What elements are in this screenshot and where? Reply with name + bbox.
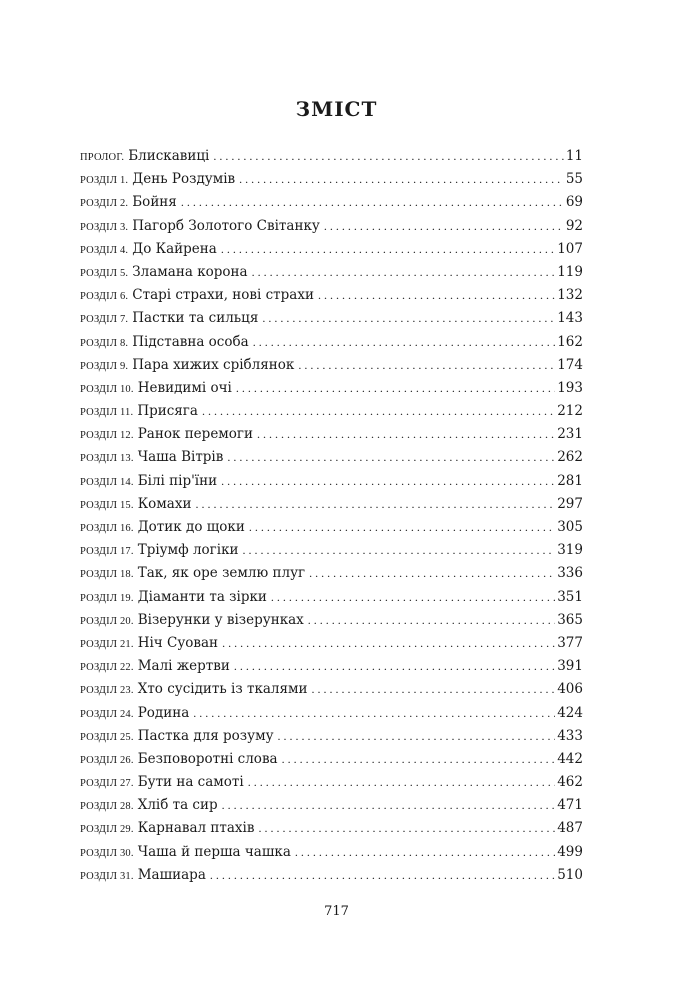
toc-entry: [80, 145, 583, 168]
toc-entry-prefix: ПРОЛОГ.: [80, 152, 125, 163]
toc-entry-title: Пагорб Золотого Світанку: [132, 217, 320, 234]
toc-entry-title: Хліб та сир: [137, 797, 218, 814]
toc-entry-page-number: 143: [557, 310, 583, 327]
toc-entry-prefix: РОЗДІЛ 29.: [80, 824, 134, 836]
toc-entry-title: Невидимі очі: [137, 379, 232, 396]
toc-entry: [80, 238, 583, 261]
toc-dot-leader: [252, 261, 556, 284]
toc-dot-leader: [253, 331, 556, 354]
toc-entry-prefix: РОЗДІЛ 11.: [80, 407, 134, 419]
toc-dot-leader: [195, 493, 555, 516]
toc-entry-title: Тріумф логіки: [137, 542, 239, 559]
toc-entry: [80, 609, 583, 632]
toc-entry-page-number: 132: [557, 287, 583, 304]
toc-entry: [80, 215, 583, 238]
toc-entry-prefix: РОЗДІЛ 3.: [80, 221, 129, 233]
toc-entry-prefix: РОЗДІЛ 6.: [80, 291, 129, 303]
toc-entry: [80, 586, 583, 609]
toc-entry-prefix: РОЗДІЛ 5.: [80, 267, 129, 279]
toc-entry-title: Пастки та сильця: [132, 310, 259, 327]
toc-dot-leader: [312, 678, 556, 701]
toc-entry-prefix: РОЗДІЛ 19.: [80, 592, 134, 604]
toc-entry-title: Чаша Вітрів: [137, 449, 224, 466]
toc-entry-page-number: 174: [557, 356, 583, 373]
toc-entry-page-number: 11: [565, 148, 583, 164]
toc-entry: [80, 261, 583, 284]
toc-entry-page-number: 193: [557, 379, 583, 396]
toc-entry-title: Малі жертви: [137, 658, 230, 675]
toc-entry: [80, 794, 583, 817]
toc-entry-page-number: 297: [557, 495, 583, 512]
toc-entry-title: Бойня: [132, 194, 177, 211]
toc-entry-page-number: 471: [557, 797, 583, 814]
toc-entry-page-number: 406: [557, 681, 583, 698]
toc-entry-page-number: 119: [557, 263, 583, 280]
toc-entry-prefix: РОЗДІЛ 1.: [80, 175, 129, 187]
toc-entry-title: Візерунки у візерунках: [137, 611, 304, 628]
toc-entry-title: Родина: [137, 704, 190, 721]
toc-entry-prefix: РОЗДІЛ 12.: [80, 430, 134, 442]
toc-entry-page-number: 487: [557, 820, 583, 837]
toc-dot-leader: [262, 307, 555, 330]
toc-entry-prefix: РОЗДІЛ 27.: [80, 778, 134, 790]
toc-entry-prefix: РОЗДІЛ 23.: [80, 685, 134, 697]
toc-dot-leader: [295, 841, 555, 864]
toc-entry-page-number: 262: [557, 449, 583, 466]
toc-entry-page-number: 377: [557, 634, 583, 651]
toc-entry: [80, 655, 583, 678]
toc-entry-title: Пара хижих сріблянок: [132, 356, 295, 373]
toc-entry-title: Блискавиці: [128, 148, 210, 164]
toc-dot-leader: [193, 702, 555, 725]
toc-entry: [80, 493, 583, 516]
toc-entry-page-number: 107: [557, 240, 583, 257]
toc-entry-title: До Кайрена: [132, 240, 217, 257]
toc-entry-page-number: 319: [557, 542, 583, 559]
toc-entry-page-number: 336: [557, 565, 583, 582]
toc-entry: [80, 354, 583, 377]
toc-dot-leader: [222, 632, 555, 655]
toc-entry: [80, 516, 583, 539]
toc-dot-leader: [202, 400, 555, 423]
toc-entry: [80, 331, 583, 354]
toc-entry-title: Карнавал птахів: [137, 820, 255, 837]
toc-dot-leader: [298, 354, 555, 377]
toc-entry-prefix: РОЗДІЛ 30.: [80, 847, 134, 859]
toc-entry: [80, 400, 583, 423]
toc-dot-leader: [248, 771, 556, 794]
toc-dot-leader: [213, 145, 563, 168]
toc-dot-leader: [221, 470, 555, 493]
toc-entry-prefix: РОЗДІЛ 21.: [80, 638, 134, 650]
toc-dot-leader: [227, 446, 555, 469]
toc-entry-page-number: 55: [565, 171, 583, 188]
toc-dot-leader: [181, 191, 564, 214]
toc-entry-title: Білі пір'їни: [137, 472, 218, 489]
toc-entry-prefix: РОЗДІЛ 4.: [80, 244, 129, 256]
toc-dot-leader: [308, 609, 555, 632]
toc-entry: [80, 168, 583, 191]
toc-entry-page-number: 351: [557, 588, 583, 605]
toc-entry-prefix: РОЗДІЛ 18.: [80, 569, 134, 581]
toc-entry-title: Ранок перемоги: [137, 426, 254, 443]
toc-entry-page-number: 231: [557, 426, 583, 443]
toc-entry-title: Присяга: [137, 403, 198, 420]
toc-entry: [80, 841, 583, 864]
toc-dot-leader: [271, 586, 555, 609]
toc-entry-title: Діаманти та зірки: [137, 588, 267, 605]
toc-entry: [80, 632, 583, 655]
toc-dot-leader: [222, 794, 556, 817]
table-of-contents: [80, 145, 583, 887]
toc-dot-leader: [243, 539, 556, 562]
toc-entry-title: Старі страхи, нові страхи: [132, 287, 314, 304]
toc-entry-prefix: РОЗДІЛ 26.: [80, 754, 134, 766]
toc-entry-title: День Роздумів: [132, 171, 236, 188]
toc-entry-title: Машиара: [137, 866, 206, 883]
page-title: ЗМІСТ: [295, 97, 378, 122]
toc-entry: [80, 446, 583, 469]
toc-entry-page-number: 442: [557, 750, 583, 767]
toc-entry-prefix: РОЗДІЛ 2.: [80, 198, 129, 210]
toc-entry-title: Чаша й перша чашка: [137, 843, 291, 860]
toc-dot-leader: [221, 238, 555, 261]
toc-entry-page-number: 510: [557, 866, 583, 883]
toc-entry-page-number: 305: [557, 519, 583, 535]
toc-dot-leader: [249, 516, 555, 539]
toc-entry: [80, 539, 583, 562]
toc-entry: [80, 817, 583, 840]
toc-entry-prefix: РОЗДІЛ 25.: [80, 731, 134, 743]
toc-entry-prefix: РОЗДІЛ 17.: [80, 546, 134, 558]
toc-dot-leader: [318, 284, 555, 307]
toc-entry-prefix: РОЗДІЛ 15.: [80, 499, 134, 511]
toc-entry-prefix: РОЗДІЛ 20.: [80, 615, 134, 627]
toc-entry-page-number: 212: [557, 403, 583, 420]
toc-entry-prefix: РОЗДІЛ 31.: [80, 870, 134, 882]
toc-entry-page-number: 433: [557, 727, 583, 744]
toc-dot-leader: [324, 215, 564, 238]
toc-dot-leader: [257, 423, 555, 446]
toc-entry: [80, 562, 583, 585]
toc-entry-prefix: РОЗДІЛ 16.: [80, 523, 134, 534]
toc-entry-title: Комахи: [137, 495, 192, 512]
toc-entry-prefix: РОЗДІЛ 13.: [80, 453, 134, 465]
toc-entry-title: Дотик до щоки: [137, 519, 245, 535]
toc-entry-prefix: РОЗДІЛ 24.: [80, 708, 134, 720]
toc-entry-prefix: РОЗДІЛ 14.: [80, 476, 134, 488]
toc-entry: [80, 307, 583, 330]
toc-entry-title: Хто сусідить із ткалями: [137, 681, 308, 698]
toc-entry: [80, 678, 583, 701]
toc-entry: [80, 284, 583, 307]
toc-entry-title: Так, як оре землю плуг: [137, 565, 306, 582]
toc-entry: [80, 864, 583, 887]
toc-entry-page-number: 281: [557, 472, 583, 489]
toc-entry-prefix: РОЗДІЛ 8.: [80, 337, 129, 349]
toc-entry: [80, 470, 583, 493]
toc-dot-leader: [258, 817, 555, 840]
toc-dot-leader: [239, 168, 564, 191]
page-number: 717: [324, 904, 349, 919]
toc-dot-leader: [210, 864, 555, 887]
toc-entry-title: Бути на самоті: [137, 774, 244, 791]
toc-dot-leader: [309, 562, 555, 585]
toc-entry: [80, 702, 583, 725]
toc-entry-page-number: 499: [557, 843, 583, 860]
toc-entry-page-number: 69: [565, 194, 583, 211]
toc-entry-prefix: РОЗДІЛ 7.: [80, 314, 129, 326]
toc-dot-leader: [282, 748, 556, 771]
toc-dot-leader: [234, 655, 555, 678]
toc-entry-title: Пастка для розуму: [137, 727, 274, 744]
toc-entry-title: Безповоротні слова: [137, 750, 278, 767]
toc-entry-page-number: 391: [557, 658, 583, 675]
toc-entry-prefix: РОЗДІЛ 22.: [80, 662, 134, 674]
toc-entry-title: Ніч Суован: [137, 634, 219, 651]
toc-entry-prefix: РОЗДІЛ 10.: [80, 383, 134, 395]
toc-entry-prefix: РОЗДІЛ 9.: [80, 360, 129, 372]
toc-entry: [80, 725, 583, 748]
toc-entry-page-number: 462: [557, 774, 583, 791]
toc-entry: [80, 748, 583, 771]
toc-entry-prefix: РОЗДІЛ 28.: [80, 801, 134, 813]
toc-entry-page-number: 92: [565, 217, 583, 234]
toc-entry-title: Підставна особа: [132, 333, 249, 350]
toc-entry: [80, 377, 583, 400]
toc-dot-leader: [278, 725, 556, 748]
toc-entry-page-number: 162: [557, 333, 583, 350]
toc-entry-title: Зламана корона: [132, 263, 248, 280]
toc-entry: [80, 423, 583, 446]
toc-entry: [80, 191, 583, 214]
toc-entry: [80, 771, 583, 794]
toc-entry-page-number: 424: [557, 704, 583, 721]
toc-dot-leader: [236, 377, 555, 400]
toc-entry-page-number: 365: [557, 611, 583, 628]
